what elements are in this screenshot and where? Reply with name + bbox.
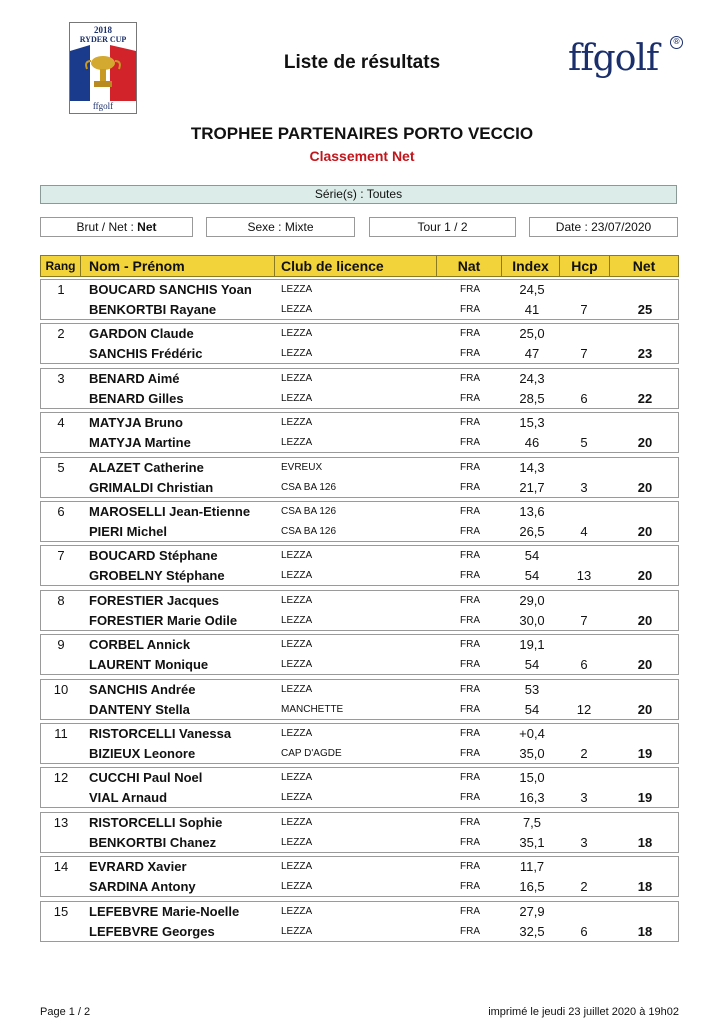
nat-cell: FRA: [460, 817, 480, 828]
table-row: [41, 813, 678, 833]
player-name: LEFEBVRE Georges: [89, 924, 215, 939]
club-cell: CSA BA 126: [281, 482, 337, 493]
brut-net-value: Net: [137, 220, 157, 234]
table-row: [41, 433, 678, 453]
index-cell: 25,0: [519, 326, 545, 341]
page-number: Page 1 / 2: [40, 1006, 91, 1018]
table-header: [40, 255, 679, 277]
index-cell: 32,5: [519, 924, 545, 939]
rank-cell: 2: [57, 326, 65, 341]
nat-cell: FRA: [460, 926, 480, 937]
club-cell: LEZZA: [281, 792, 313, 803]
hcp-cell: 2: [580, 879, 588, 894]
rank-cell: 10: [53, 682, 69, 697]
club-cell: LEZZA: [281, 550, 313, 561]
player-name: LEFEBVRE Marie-Noelle: [89, 904, 240, 919]
index-cell: 16,3: [519, 790, 545, 805]
index-cell: 54: [524, 657, 540, 672]
index-cell: 54: [524, 702, 540, 717]
hcp-cell: 6: [580, 924, 588, 939]
nat-cell: FRA: [460, 482, 480, 493]
hcp-cell: 3: [580, 480, 588, 495]
player-name: LAURENT Monique: [89, 657, 209, 672]
player-name: GARDON Claude: [89, 326, 194, 341]
rank-cell: 5: [57, 460, 65, 475]
nat-cell: FRA: [460, 526, 480, 537]
hcp-cell: 6: [580, 657, 588, 672]
club-cell: LEZZA: [281, 881, 313, 892]
index-cell: 14,3: [519, 460, 545, 475]
rank-cell: 1: [57, 282, 65, 297]
player-name: SANCHIS Frédéric: [89, 346, 203, 361]
club-cell: LEZZA: [281, 417, 313, 428]
club-cell: LEZZA: [281, 639, 313, 650]
nat-cell: FRA: [460, 748, 480, 759]
club-cell: LEZZA: [281, 728, 313, 739]
rank-cell: 9: [57, 637, 65, 652]
col-index: Index: [502, 256, 560, 276]
result-group: [40, 634, 679, 675]
table-row: [41, 324, 678, 344]
player-name: BIZIEUX Leonore: [89, 746, 196, 761]
brut-net-label: Brut / Net :: [76, 220, 134, 234]
player-name: VIAL Arnaud: [89, 790, 168, 805]
table-row: [41, 635, 678, 655]
nat-cell: FRA: [460, 659, 480, 670]
club-cell: LEZZA: [281, 348, 313, 359]
index-cell: 30,0: [519, 613, 545, 628]
ryder-cup-logo: [69, 22, 137, 114]
club-cell: LEZZA: [281, 861, 313, 872]
result-group: [40, 723, 679, 764]
club-cell: LEZZA: [281, 393, 313, 404]
rank-cell: 8: [57, 593, 65, 608]
nat-cell: FRA: [460, 615, 480, 626]
player-name: ALAZET Catherine: [89, 460, 204, 475]
rank-cell: 14: [53, 859, 69, 874]
nat-cell: FRA: [460, 304, 480, 315]
hcp-cell: 6: [580, 391, 588, 406]
club-cell: LEZZA: [281, 772, 313, 783]
col-club: Club de licence: [275, 256, 437, 276]
player-name: SANCHIS Andrée: [89, 682, 196, 697]
series-bar: Série(s) : Toutes: [40, 185, 677, 204]
table-row: [41, 389, 678, 409]
table-row: [41, 478, 678, 498]
index-cell: 13,6: [519, 504, 545, 519]
player-name: BOUCARD SANCHIS Yoan: [89, 282, 252, 297]
index-cell: 26,5: [519, 524, 545, 539]
nat-cell: FRA: [460, 595, 480, 606]
nat-cell: FRA: [460, 393, 480, 404]
net-cell: 25: [637, 302, 653, 317]
net-cell: 18: [637, 835, 653, 850]
club-cell: CAP D'AGDE: [281, 748, 342, 759]
hcp-cell: 3: [580, 790, 588, 805]
rank-cell: 13: [53, 815, 69, 830]
table-row: [41, 788, 678, 808]
player-name: DANTENY Stella: [89, 702, 190, 717]
index-cell: 46: [524, 435, 540, 450]
result-group: [40, 679, 679, 720]
club-cell: LEZZA: [281, 328, 313, 339]
classement-subtitle: Classement Net: [309, 148, 415, 164]
club-cell: LEZZA: [281, 615, 313, 626]
table-row: [41, 857, 678, 877]
hcp-cell: 3: [580, 835, 588, 850]
result-group: [40, 590, 679, 631]
index-cell: 41: [524, 302, 540, 317]
table-row: [41, 566, 678, 586]
net-cell: 19: [637, 746, 653, 761]
col-nat: Nat: [437, 256, 502, 276]
index-cell: 29,0: [519, 593, 545, 608]
rank-cell: 6: [57, 504, 65, 519]
col-nom: Nom - Prénom: [81, 256, 275, 276]
rank-cell: 7: [57, 548, 65, 563]
table-row: [41, 768, 678, 788]
player-name: BENARD Aimé: [89, 371, 180, 386]
table-row: [41, 502, 678, 522]
result-group: [40, 279, 679, 320]
nat-cell: FRA: [460, 861, 480, 872]
table-row: [41, 458, 678, 478]
result-group: [40, 901, 679, 942]
table-row: [41, 922, 678, 942]
sexe-filter: Sexe : Mixte: [206, 217, 355, 237]
net-cell: 18: [637, 924, 653, 939]
net-cell: 22: [637, 391, 653, 406]
player-name: FORESTIER Marie Odile: [89, 613, 238, 628]
nat-cell: FRA: [460, 837, 480, 848]
table-row: [41, 724, 678, 744]
nat-cell: FRA: [460, 728, 480, 739]
player-name: GROBELNY Stéphane: [89, 568, 225, 583]
index-cell: 19,1: [519, 637, 545, 652]
document-title: Liste de résultats: [283, 52, 441, 73]
index-cell: 16,5: [519, 879, 545, 894]
player-name: BENKORTBI Chanez: [89, 835, 217, 850]
club-cell: LEZZA: [281, 373, 313, 384]
trophy-flag-icon: [70, 45, 136, 101]
result-group: [40, 812, 679, 853]
rank-cell: 11: [54, 726, 68, 741]
index-cell: 21,7: [519, 480, 545, 495]
club-cell: CSA BA 126: [281, 526, 337, 537]
result-group: [40, 323, 679, 364]
hcp-cell: 7: [580, 613, 588, 628]
table-row: [41, 344, 678, 364]
net-cell: 20: [637, 613, 653, 628]
nat-cell: FRA: [460, 881, 480, 892]
result-group: [40, 501, 679, 542]
result-group: [40, 856, 679, 897]
nat-cell: FRA: [460, 906, 480, 917]
player-name: BENKORTBI Rayane: [89, 302, 217, 317]
club-cell: LEZZA: [281, 570, 313, 581]
net-cell: 20: [637, 702, 653, 717]
index-cell: 54: [524, 548, 540, 563]
table-row: [41, 655, 678, 675]
nat-cell: FRA: [460, 639, 480, 650]
table-row: [41, 300, 678, 320]
hcp-cell: 13: [576, 568, 592, 583]
player-name: MATYJA Martine: [89, 435, 191, 450]
table-row: [41, 611, 678, 631]
club-cell: LEZZA: [281, 659, 313, 670]
table-row: [41, 369, 678, 389]
index-cell: 35,1: [519, 835, 545, 850]
index-cell: 7,5: [522, 815, 542, 830]
col-net: Net: [632, 258, 656, 274]
hcp-cell: 4: [580, 524, 588, 539]
index-cell: 47: [524, 346, 540, 361]
index-cell: 54: [524, 568, 540, 583]
registered-mark-icon: ®: [670, 36, 683, 49]
index-cell: 24,5: [519, 282, 545, 297]
table-row: [41, 877, 678, 897]
col-hcp: Hcp: [560, 256, 610, 276]
player-name: MAROSELLI Jean-Etienne: [89, 504, 251, 519]
net-cell: 19: [637, 790, 653, 805]
nat-cell: FRA: [460, 570, 480, 581]
nat-cell: FRA: [460, 772, 480, 783]
tour-filter: Tour 1 / 2: [369, 217, 516, 237]
nat-cell: FRA: [460, 417, 480, 428]
index-cell: 15,3: [519, 415, 545, 430]
table-row: [41, 680, 678, 700]
club-cell: LEZZA: [281, 437, 313, 448]
hcp-cell: 12: [576, 702, 592, 717]
result-group: [40, 412, 679, 453]
result-group: [40, 457, 679, 498]
net-cell: 20: [637, 435, 653, 450]
club-cell: LEZZA: [281, 837, 313, 848]
hcp-cell: 7: [580, 346, 588, 361]
club-cell: LEZZA: [281, 906, 313, 917]
logo-org: ffgolf: [92, 101, 114, 111]
net-cell: 20: [637, 524, 653, 539]
club-cell: LEZZA: [281, 926, 313, 937]
table-row: [41, 591, 678, 611]
player-name: FORESTIER Jacques: [89, 593, 220, 608]
table-row: [41, 522, 678, 542]
brut-net-filter: [40, 217, 193, 237]
nat-cell: FRA: [460, 462, 480, 473]
player-name: CORBEL Annick: [89, 637, 191, 652]
hcp-cell: 2: [580, 746, 588, 761]
nat-cell: FRA: [460, 550, 480, 561]
club-cell: LEZZA: [281, 595, 313, 606]
rank-cell: 15: [53, 904, 69, 919]
club-cell: LEZZA: [281, 304, 313, 315]
result-group: [40, 368, 679, 409]
table-row: [41, 700, 678, 720]
club-cell: CSA BA 126: [281, 506, 337, 517]
rank-cell: 3: [57, 371, 65, 386]
table-row: [41, 546, 678, 566]
player-name: RISTORCELLI Vanessa: [89, 726, 232, 741]
nat-cell: FRA: [460, 348, 480, 359]
index-cell: 53: [524, 682, 540, 697]
nat-cell: FRA: [460, 704, 480, 715]
nat-cell: FRA: [460, 328, 480, 339]
ffgolf-logo: ffgolf: [568, 38, 659, 79]
index-cell: 15,0: [519, 770, 545, 785]
nat-cell: FRA: [460, 506, 480, 517]
table-row: [41, 902, 678, 922]
club-cell: LEZZA: [281, 684, 313, 695]
player-name: MATYJA Bruno: [89, 415, 183, 430]
index-cell: 24,3: [519, 371, 545, 386]
nat-cell: FRA: [460, 437, 480, 448]
table-row: [41, 744, 678, 764]
hcp-cell: 5: [580, 435, 588, 450]
table-row: [41, 413, 678, 433]
player-name: CUCCHI Paul Noel: [89, 770, 203, 785]
col-rang: Rang: [41, 256, 81, 276]
club-cell: LEZZA: [281, 817, 313, 828]
nat-cell: FRA: [460, 684, 480, 695]
net-cell: 20: [637, 480, 653, 495]
hcp-cell: 7: [580, 302, 588, 317]
player-name: EVRARD Xavier: [89, 859, 187, 874]
club-cell: MANCHETTE: [281, 704, 344, 715]
index-cell: +0,4: [519, 726, 545, 741]
net-cell: 23: [637, 346, 653, 361]
event-title: TROPHEE PARTENAIRES PORTO VECCIO: [190, 124, 534, 143]
nat-cell: FRA: [460, 792, 480, 803]
result-group: [40, 545, 679, 586]
club-cell: LEZZA: [281, 284, 313, 295]
table-row: [41, 280, 678, 300]
index-cell: 35,0: [519, 746, 545, 761]
nat-cell: FRA: [460, 373, 480, 384]
nat-cell: FRA: [460, 284, 480, 295]
rank-cell: 4: [57, 415, 65, 430]
player-name: BOUCARD Stéphane: [89, 548, 218, 563]
net-cell: 18: [637, 879, 653, 894]
logo-event: RYDER CUP: [79, 35, 127, 44]
index-cell: 11,7: [519, 859, 545, 874]
net-cell: 20: [637, 568, 653, 583]
print-date: imprimé le jeudi 23 juillet 2020 à 19h02: [488, 1006, 679, 1018]
player-name: GRIMALDI Christian: [89, 480, 214, 495]
net-cell: 20: [637, 657, 653, 672]
club-cell: EVREUX: [281, 462, 323, 473]
player-name: RISTORCELLI Sophie: [89, 815, 223, 830]
index-cell: 27,9: [519, 904, 545, 919]
table-row: [41, 833, 678, 853]
result-group: [40, 767, 679, 808]
player-name: PIERI Michel: [89, 524, 168, 539]
date-filter: Date : 23/07/2020: [529, 217, 678, 237]
player-name: SARDINA Antony: [89, 879, 196, 894]
logo-year: 2018: [94, 25, 112, 35]
index-cell: 28,5: [519, 391, 545, 406]
player-name: BENARD Gilles: [89, 391, 184, 406]
rank-cell: 12: [53, 770, 69, 785]
